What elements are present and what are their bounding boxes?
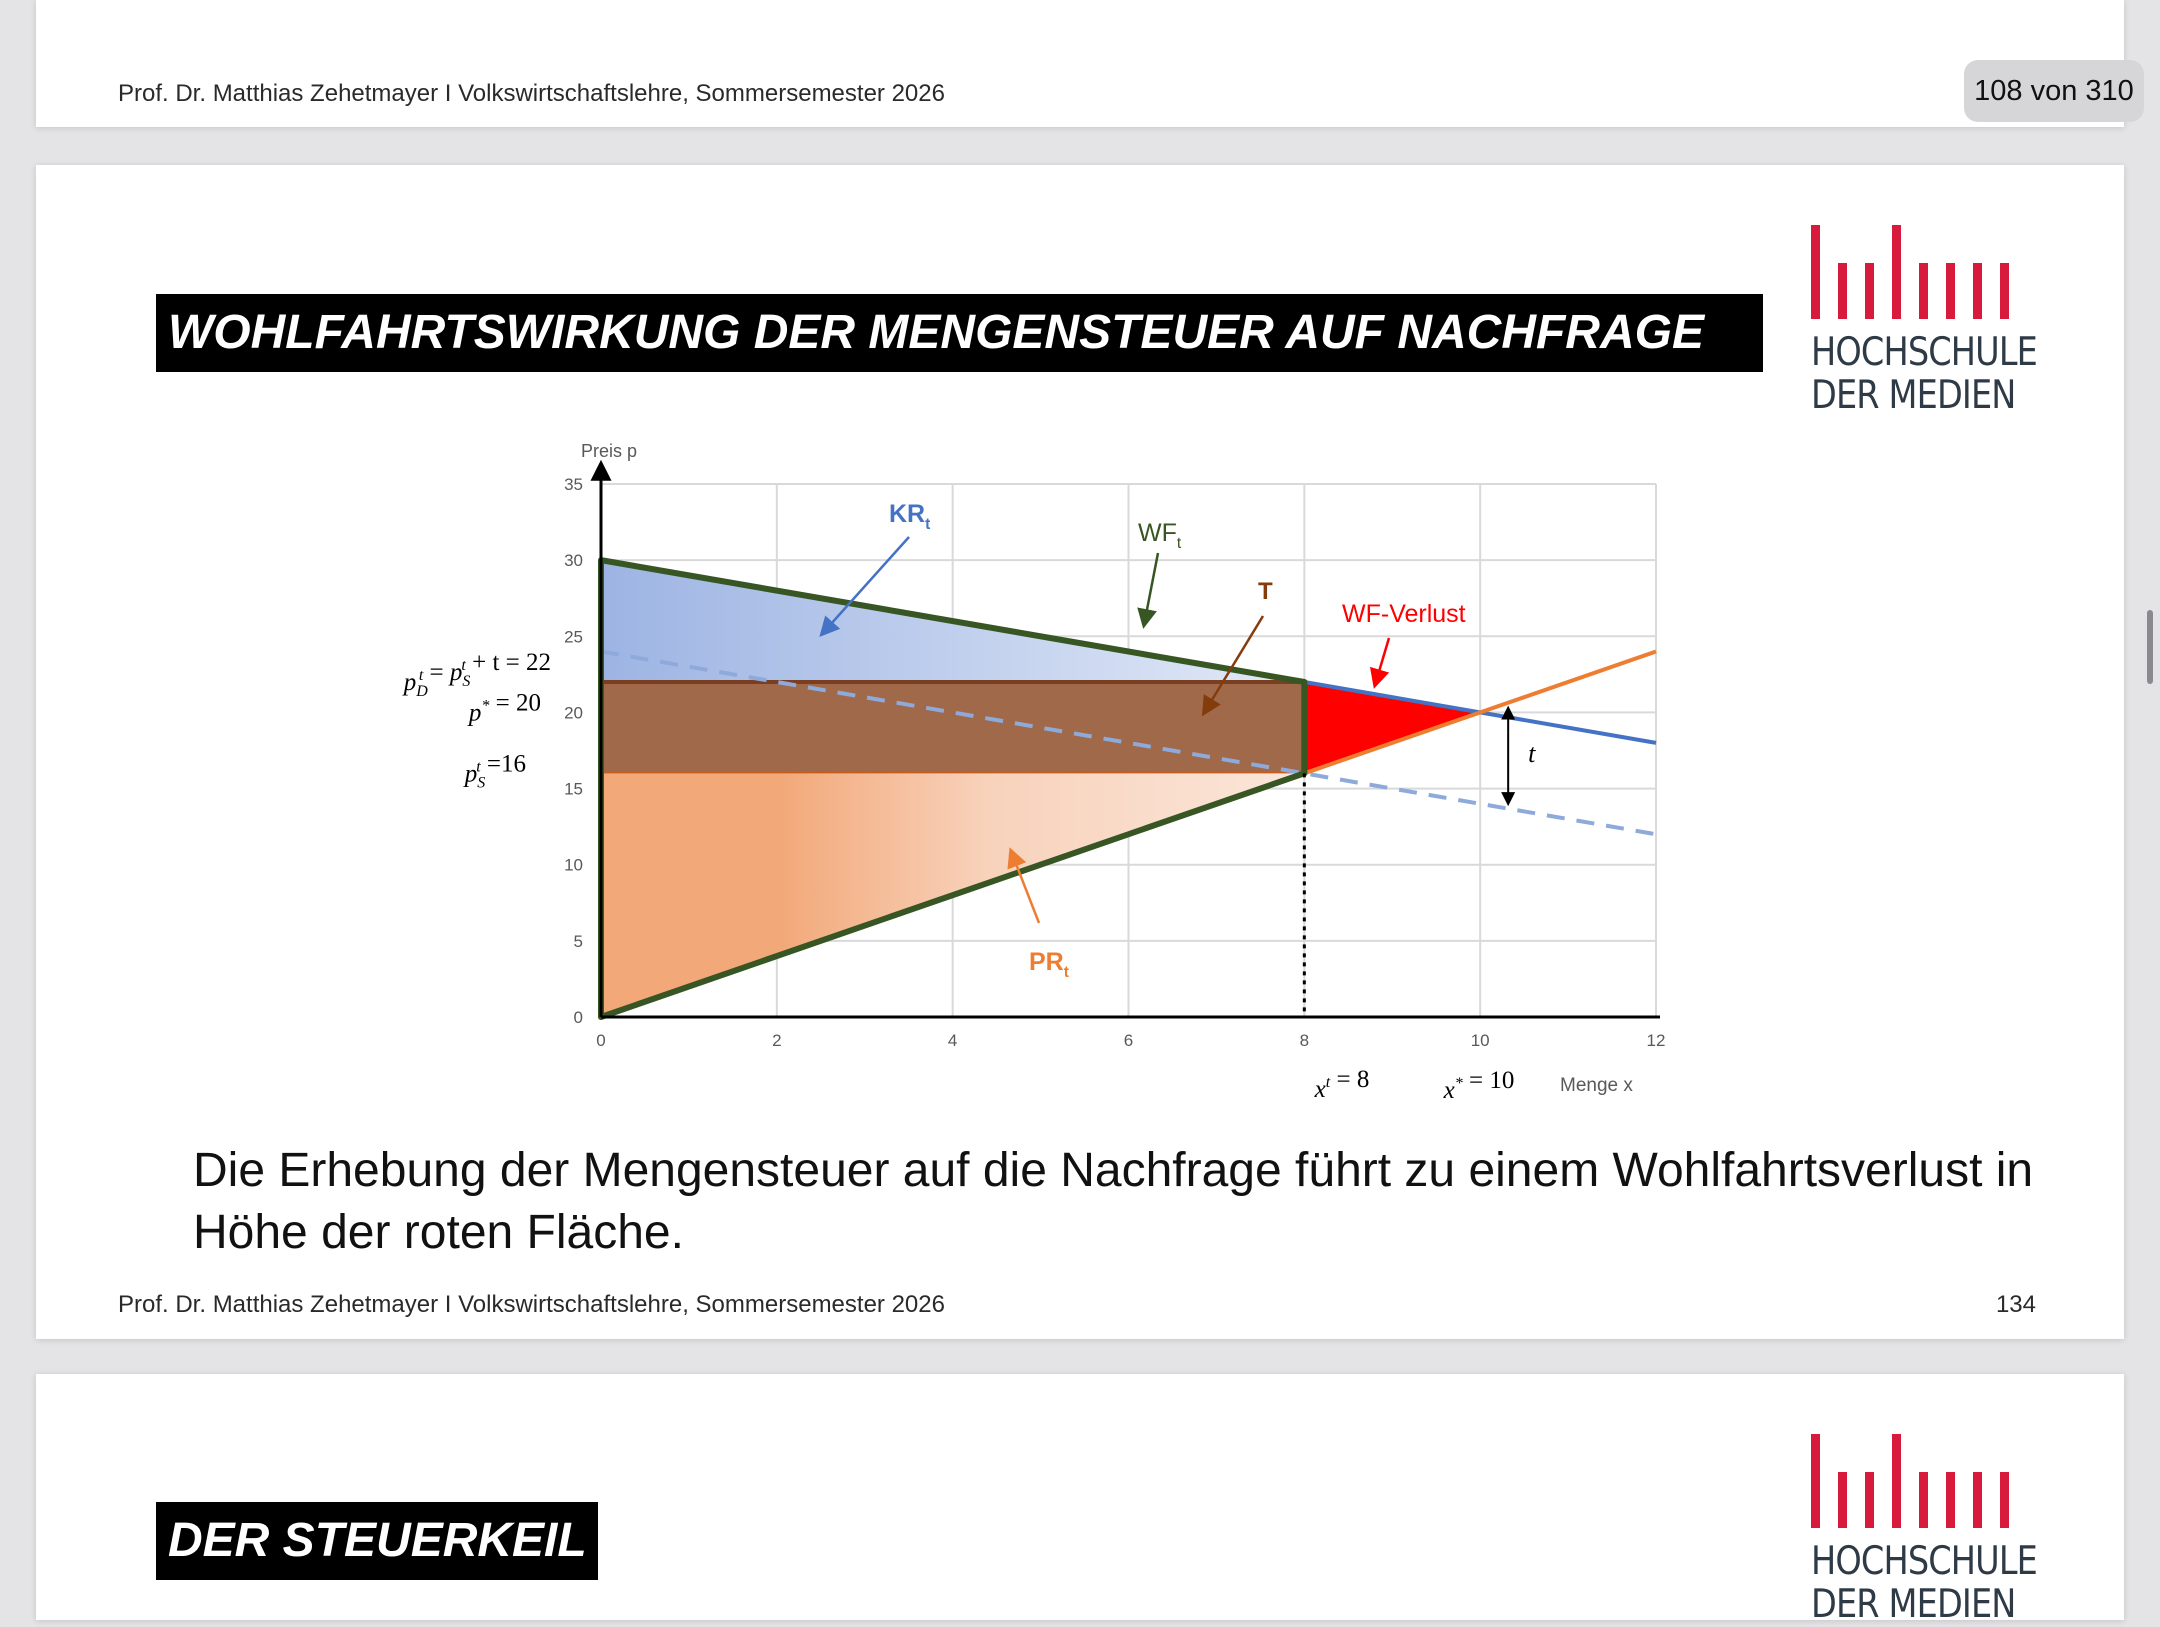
x-tick-label: 10: [1470, 1031, 1490, 1050]
welfare-chart: [36, 165, 2124, 1125]
slide-footer: Prof. Dr. Matthias Zehetmayer I Volkswirtschaftslehre, Sommersemester 2026: [118, 1291, 945, 1318]
formula-pst: $p_St =16$: [464, 750, 526, 792]
y-axis-label: Preis p: [581, 441, 638, 461]
tax-revenue-area: [601, 682, 1304, 773]
x-tick-label: 4: [947, 1031, 958, 1050]
scrollbar[interactable]: [2147, 610, 2153, 684]
label-t: T: [1258, 578, 1273, 605]
hdm-logo: [1811, 1434, 2038, 1627]
slide-page-number: 134: [1995, 1291, 2036, 1318]
logo-text: [1811, 1539, 2038, 1627]
logo-line1: HOCHSCHULE: [1811, 330, 2038, 375]
y-tick-label: 15: [564, 779, 583, 799]
y-tick-label: 0: [573, 1008, 583, 1027]
x-tick-label: 0: [596, 1031, 606, 1050]
y-tick-label: 30: [564, 551, 583, 571]
slide-caption: Die Erhebung der Mengensteuer auf die Nachfrage führt zu einem Wohlfahrtsverlust in Höhe der roten Fläche.: [193, 1144, 2034, 1259]
arrow-wf-verlust: [1375, 638, 1389, 685]
formula-xstar: x* = 10: [1443, 1067, 1515, 1104]
current-slide: [36, 165, 2124, 1339]
slide-title: WOHLFAHRTSWIRKUNG DER MENGENSTEUER AUF NACHFRAGE: [156, 294, 1763, 372]
y-tick-label: 10: [564, 855, 583, 875]
next-slide-title: DER STEUERKEIL: [156, 1502, 598, 1580]
label-pr: $PR_t$: [1029, 948, 1069, 981]
y-tick-label: 35: [564, 475, 583, 494]
logo-line1: HOCHSCHULE: [1811, 1539, 2038, 1584]
x-tick-label: 12: [1646, 1031, 1666, 1050]
logo-line2: DER MEDIEN: [1811, 1582, 2016, 1627]
arrow-wf: [1144, 553, 1158, 625]
tax-wedge-label: t: [1528, 739, 1536, 769]
logo-line2: DER MEDIEN: [1811, 373, 2016, 418]
x-tick-label: 8: [1299, 1031, 1310, 1050]
formula-xt: $x^t = 8$: [1314, 1066, 1370, 1103]
label-wf: $WF_t$: [1138, 519, 1182, 552]
x-tick-label: 6: [1123, 1031, 1134, 1050]
formula-pdt: $p_Dt = p_St + t = 22$: [403, 648, 551, 700]
page-indicator: 108 von 310: [1964, 60, 2144, 122]
label-kr: $KR_t$: [889, 500, 931, 533]
logo-bars: [1811, 1434, 2023, 1528]
previous-slide: [36, 0, 2124, 127]
y-tick-label: 25: [564, 627, 583, 647]
x-tick-label: 2: [772, 1031, 782, 1050]
label-wf-verlust: WF-Verlust: [1342, 600, 1466, 628]
slide-footer: Prof. Dr. Matthias Zehetmayer I Volkswirtschaftslehre, Sommersemester 2026: [118, 80, 945, 107]
y-tick-label: 20: [564, 703, 583, 723]
y-tick-label: 5: [573, 931, 583, 951]
next-slide: [36, 1374, 2124, 1627]
x-axis-label: Menge x: [1560, 1075, 1633, 1096]
formula-pstar: p* = 20: [468, 689, 541, 727]
